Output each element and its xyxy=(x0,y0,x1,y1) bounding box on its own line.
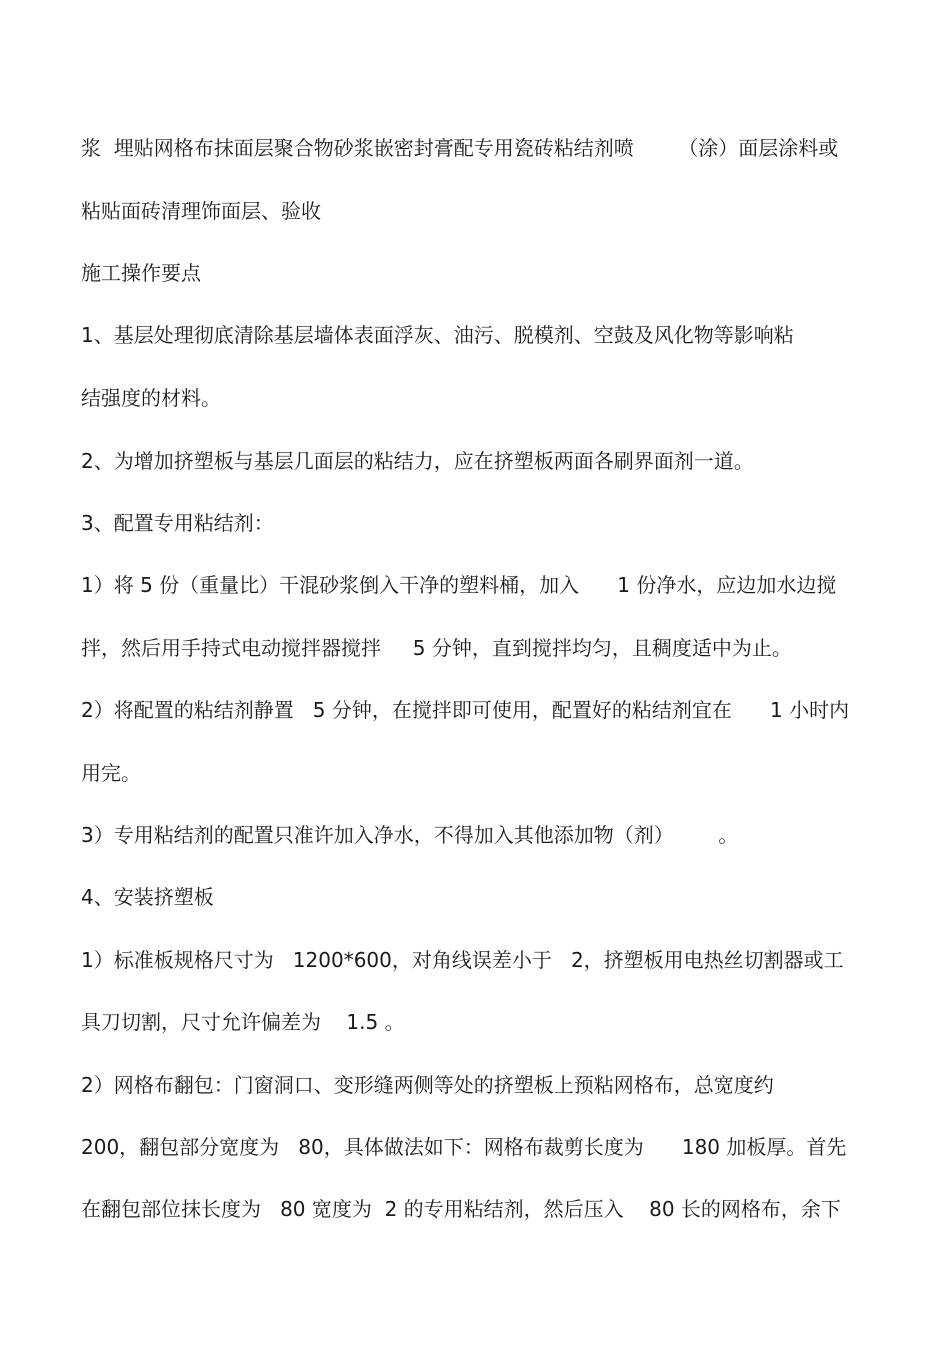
text-line: 2）将配置的粘结剂静置 5 分钟，在搅拌即可使用，配置好的粘结剂宜在 1 小时内 xyxy=(81,698,850,722)
text-line: 浆 埋贴网格布抹面层聚合物砂浆嵌密封膏配专用瓷砖粘结剂喷 （涂）面层涂料或 xyxy=(81,136,839,160)
text-line: 粘贴面砖清理饰面层、验收 xyxy=(81,199,321,223)
text-line: 2）网格布翻包：门窗洞口、变形缝两侧等处的挤塑板上预粘网格布，总宽度约 xyxy=(81,1073,774,1097)
text-line: 4、安装挤塑板 xyxy=(81,885,214,909)
text-line: 200，翻包部分宽度为 80，具体做法如下：网格布裁剪长度为 180 加板厚。首先 xyxy=(81,1135,847,1159)
text-line: 1）将 5 份（重量比）干混砂浆倒入干净的塑料桶，加入 1 份净水，应边加水边搅 xyxy=(81,573,837,597)
text-line: 1）标准板规格尺寸为 1200*600，对角线误差小于 2，挤塑板用电热丝切割器或工 xyxy=(81,948,844,972)
text-line: 结强度的材料。 xyxy=(81,386,221,410)
section-heading: 施工操作要点 xyxy=(81,261,201,285)
text-line: 2、为增加挤塑板与基层几面层的粘结力，应在挤塑板两面各刷界面剂一道。 xyxy=(81,449,754,473)
text-line: 1、基层处理彻底清除基层墙体表面浮灰、油污、脱模剂、空鼓及风化物等影响粘 xyxy=(81,323,794,347)
text-line: 在翻包部位抹长度为 80 宽度为 2 的专用粘结剂，然后压入 80 长的网格布，余下 xyxy=(81,1197,841,1221)
text-line: 用完。 xyxy=(81,761,141,785)
text-line: 3、配置专用粘结剂： xyxy=(81,511,274,535)
text-line: 3）专用粘结剂的配置只准许加入净水，不得加入其他添加物（剂） 。 xyxy=(81,823,739,847)
text-line: 具刀切割，尺寸允许偏差为 1.5 。 xyxy=(81,1010,405,1034)
text-line: 拌，然后用手持式电动搅拌器搅拌 5 分钟，直到搅拌均匀，且稠度适中为止。 xyxy=(81,636,792,660)
